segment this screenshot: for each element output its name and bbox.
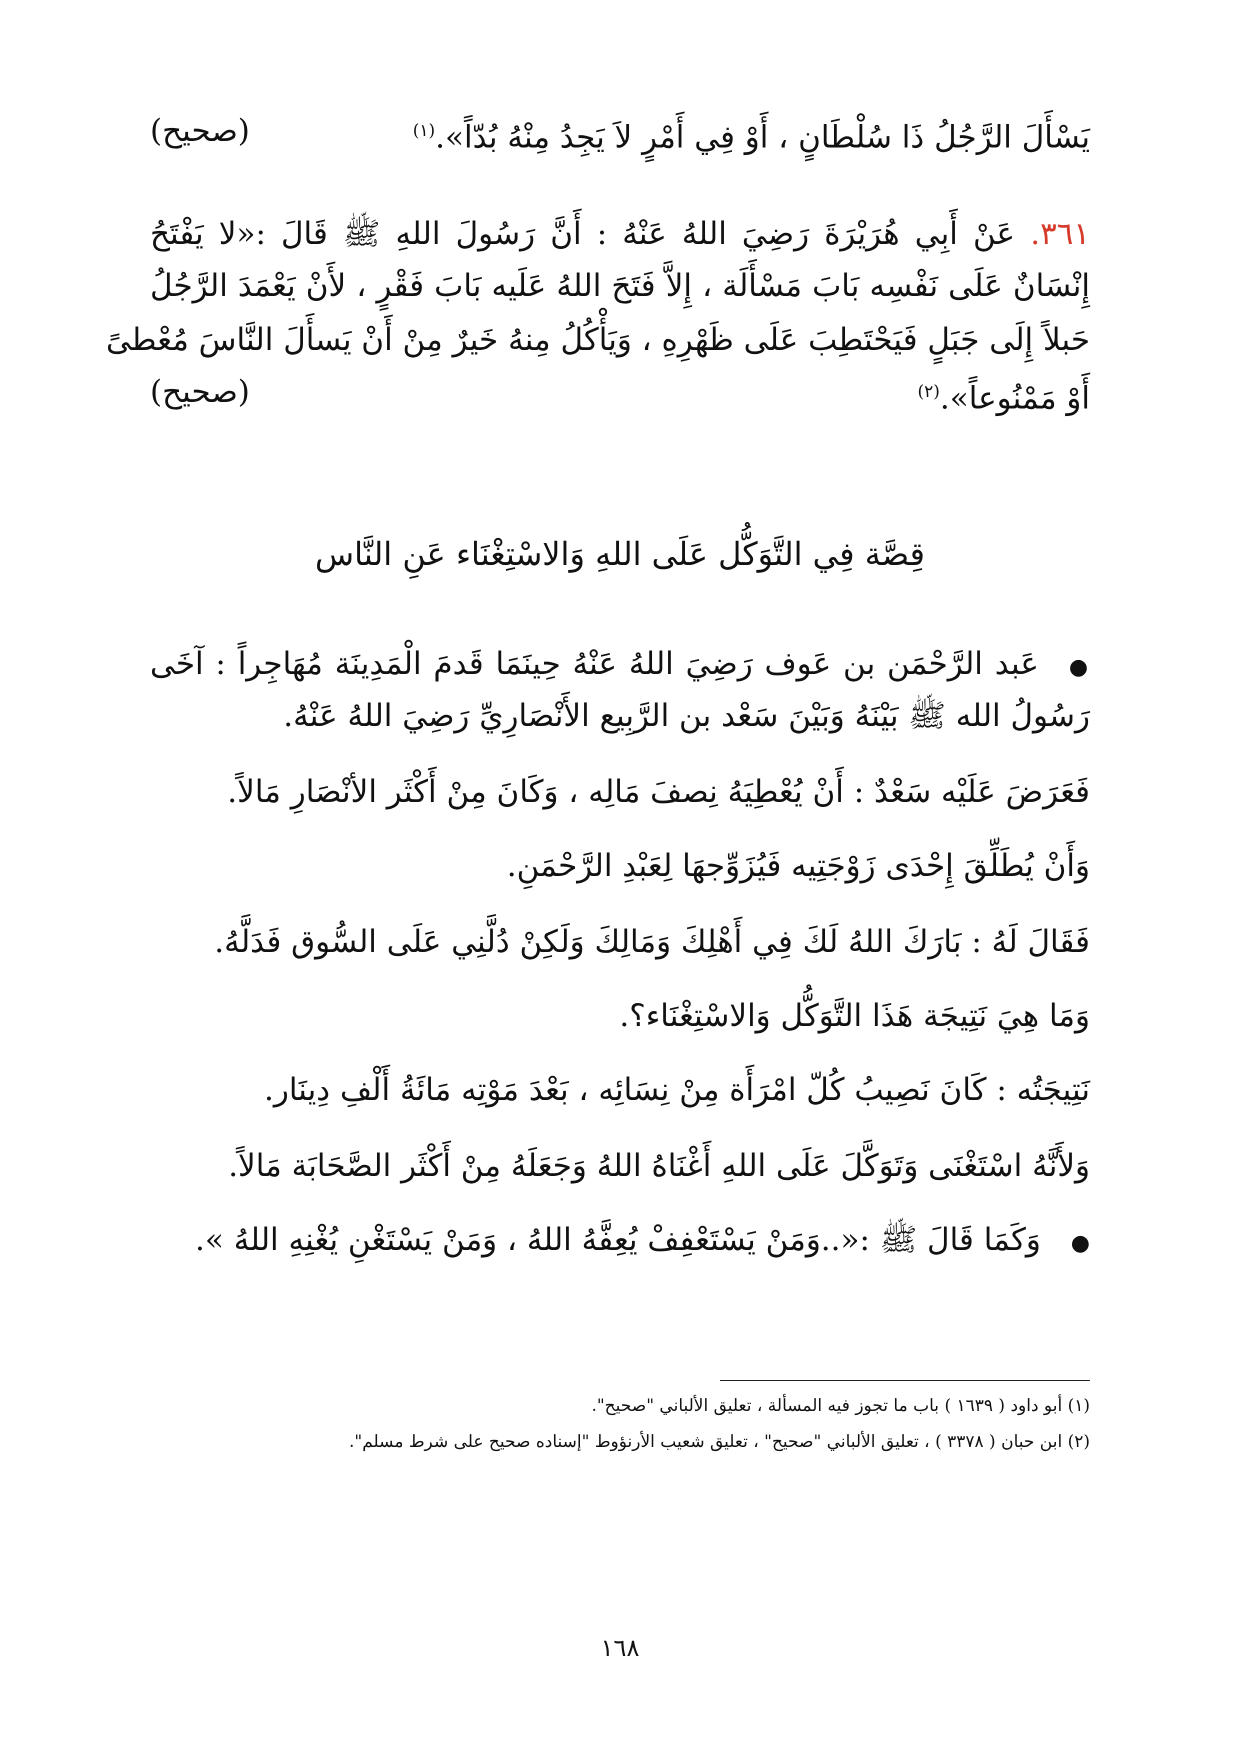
story-p4: فَقَالَ لَهُ : بَارَكَ اللهُ لَكَ فِي أَهْلِكَ وَمَالِكَ وَلَكِنْ دُلَّنِي عَلَى السُّوق فَدَلَّهُ.	[214, 924, 1090, 960]
verdict-label-2: (صحيح)	[150, 374, 250, 410]
story-p5: وَمَا هِيَ نَتِيجَة هَذَا التَّوَكُّل وَالاسْتِغْنَاء؟.	[619, 998, 1090, 1034]
footnote-divider	[720, 1380, 1090, 1381]
hadith-361-line-2: إِنْسَانٌ عَلَى نَفْسِه بَابَ مَسْأَلَة ، إِلاَّ فَتَحَ اللهُ عَلَيه بَابَ فَقْرٍ ، لأَنْ يَعْمَدَ الرَّجُلُ	[150, 268, 1090, 304]
story-p2: فَعَرَضَ عَلَيْه سَعْدٌ : أَنْ يُعْطِيَهُ نِصفَ مَالِه ، وَكَانَ مِنْ أَكْثَر الأنْصَارِ مَالاً.	[227, 774, 1090, 810]
story-p8	[150, 1214, 1090, 1270]
verdict-label-1: (صحيح)	[150, 113, 250, 149]
section-title: قِصَّة فِي التَّوَكُّل عَلَى اللهِ وَالاسْتِغْنَاء عَنِ النَّاس	[315, 535, 925, 573]
story-p1-line-1-text: عَبد الرَّحْمَن بن عَوف رَضِيَ اللهُ عَنْهُ حِينَمَا قَدمَ الْمَدِينَة مُهَاجِراً : آخَى	[150, 646, 1039, 682]
story-p8-text: وَكَمَا قَالَ ﷺ :«..وَمَنْ يَسْتَعْفِفْ يُعِفَّهُ اللهُ ، وَمَنْ يَسْتَغْنِ يُغْنِهِ اللهُ ».	[195, 1222, 1041, 1258]
bullet-icon: ●	[1070, 1231, 1090, 1256]
hadith-361-line-4	[150, 366, 1090, 424]
bullet-icon: ●	[1068, 655, 1091, 680]
story-p6: نَتِيجَتُه : كَانَ نَصِيبُ كُلّ امْرَأَة مِنْ نِسَائِه ، بَعْدَ مَوْتِه مَائَةُ أَلْفِ دِينَار.	[264, 1072, 1090, 1108]
continuation-line	[150, 105, 1090, 163]
story-p1-line-2: رَسُولُ الله ﷺ بَيْنَهُ وَبَيْنَ سَعْد بن الرَّبِيع الأَنْصَارِيِّ رَضِيَ اللهُ عَنْهُ.	[283, 698, 1090, 734]
hadith-361-line-4-text: أَوْ مَمْنُوعاً».	[939, 380, 1090, 417]
story-p1-line-1	[150, 638, 1090, 694]
page-number: ١٦٨	[600, 1634, 640, 1662]
story-p3: وَأَنْ يُطَلِّقَ إِحْدَى زَوْجَتِيه فَيُزَوِّجهَا لِعَبْدِ الرَّحْمَنِ.	[506, 848, 1090, 884]
hadith-361-line-1	[150, 208, 1090, 260]
story-p7: وَلأَنَّهُ اسْتَغْنَى وَتَوَكَّلَ عَلَى اللهِ أَغْنَاهُ اللهُ وَجَعَلَهُ مِنْ أَكْثَر الصَّحَابَة مَالاً.	[228, 1148, 1090, 1184]
footnote-1: (١) أبو داود ( ١٦٣٩ ) باب ما تجوز فيه المسألة ، تعليق الألباني "صحيح".	[591, 1396, 1090, 1416]
footnote-ref-2: (٢)	[917, 382, 940, 402]
hadith-361-line-1-text: عَنْ أَبِي هُرَيْرَةَ رَضِيَ اللهُ عَنْهُ : أَنَّ رَسُولَ اللهِ ﷺ قَالَ :«لا يَفْتَحُ	[150, 216, 1016, 252]
hadith-361-line-3: حَبلاً إِلَى جَبَلٍ فَيَحْتَطِبَ عَلَى ظَهْرِهِ ، وَيَأْكُلُ مِنهُ خَيرٌ مِنْ أَنْ يَسأَلَ النَّاسَ مُعْطىً	[105, 322, 1090, 358]
footnote-ref-1: (١)	[412, 121, 436, 141]
continuation-text: يَسْأَلَ الرَّجُلُ ذَا سُلْطَانٍ ، أَوْ فِي أَمْرٍ لاَ يَجِدُ مِنْهُ بُدّاً».	[435, 119, 1090, 156]
footnote-2: (٢) ابن حبان ( ٣٣٧٨ ) ، تعليق الألباني "صحيح" ، تعليق شعيب الأرنؤوط "إسناده صحيح على شرط مسلم".	[349, 1432, 1090, 1452]
hadith-number: ٣٦١.	[1030, 216, 1091, 252]
